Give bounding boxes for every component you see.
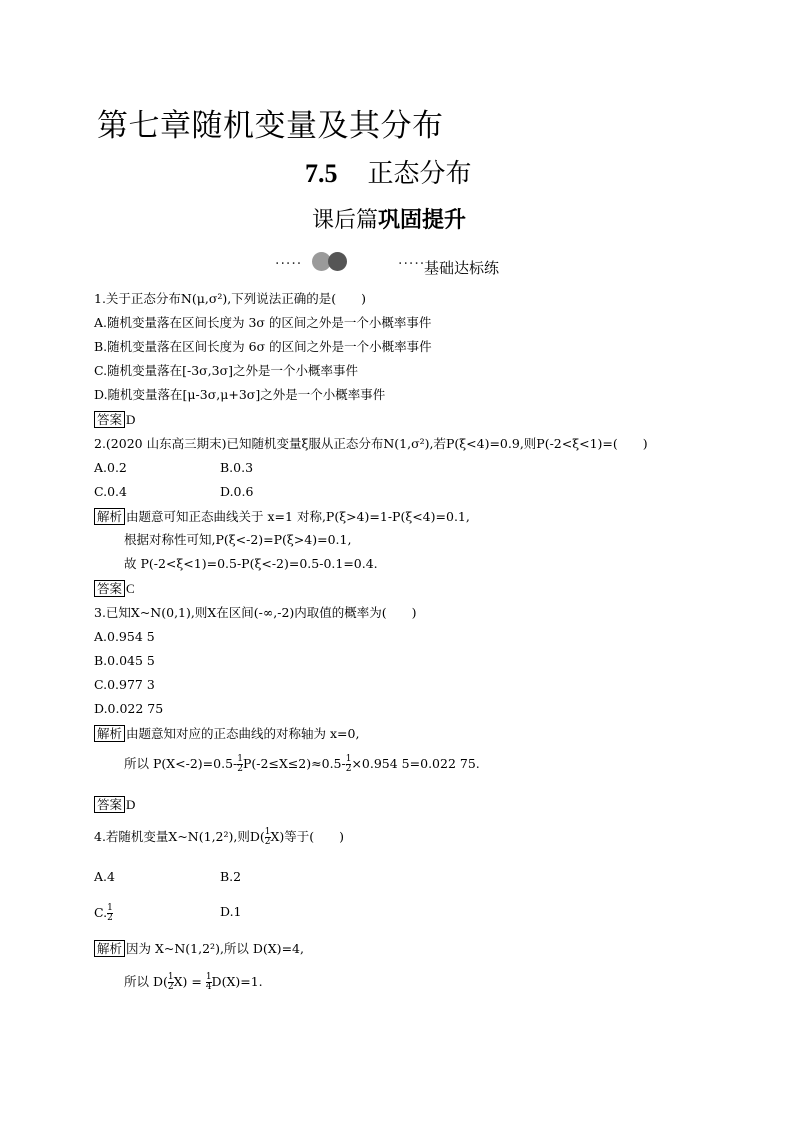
chapter-title: 第七章随机变量及其分布: [97, 108, 444, 144]
q2-option-a: A.0.2: [94, 460, 127, 475]
q3-option-b: B.0.045 5: [94, 653, 155, 668]
q3-analysis-2: [124, 755, 480, 774]
fraction-numerator: 1: [345, 754, 352, 764]
q1-option-b: B.随机变量落在区间长度为 6σ 的区间之外是一个小概率事件: [94, 339, 432, 354]
q2-option-b: B.0.3: [220, 460, 254, 475]
fraction-denominator: 2: [264, 837, 271, 847]
answer-tag: 答案: [94, 580, 125, 597]
q4-stem-text: 等于( ): [284, 829, 345, 844]
q3-analysis-text: 由题意知对应的正态曲线的对称轴为 x=0,: [126, 726, 360, 741]
q2-stem: 2.(2020 山东高三期末)已知随机变量ξ服从正态分布N(1,σ²),若P(ξ<4)=0.9,则P(-2<ξ<1)=( ): [94, 436, 648, 451]
answer-tag: 答案: [94, 411, 125, 428]
fraction-denominator: 2: [167, 982, 174, 992]
analysis-tag: 解析: [94, 940, 125, 957]
fraction-denominator: 2: [345, 764, 352, 774]
q4-stem: [94, 828, 344, 847]
q4-analysis-part: 所以 D(: [124, 974, 168, 989]
q4-option-a: A.4: [94, 869, 115, 884]
q2-analysis-1: [94, 508, 470, 525]
fraction-denominator: 2: [237, 764, 243, 774]
q3-option-c: C.0.977 3: [94, 677, 155, 692]
q1-stem: 1.关于正态分布N(μ,σ²),下列说法正确的是( ): [94, 291, 366, 306]
q4-option-d: D.1: [220, 904, 242, 919]
q4-stem-text: 4.若随机变量X~N(1,2²),则: [94, 829, 250, 844]
analysis-tag: 解析: [94, 725, 125, 742]
q3-analysis-part: ×0.954 5=0.022 75.: [351, 756, 480, 771]
q3-answer: [94, 796, 135, 813]
q3-analysis-part: P(-2≤X≤2)≈0.5-: [243, 756, 346, 771]
q2-options-row-2: [94, 484, 394, 500]
q2-analysis-3: 故 P(-2<ξ<1)=0.5-P(ξ<-2)=0.5-0.1=0.4.: [124, 556, 378, 571]
q4-analysis-part: D(X)=1.: [211, 974, 263, 989]
fraction-denominator: 2: [107, 913, 113, 923]
q1-option-d: D.随机变量落在[μ-3σ,μ+3σ]之外是一个小概率事件: [94, 387, 386, 402]
q3-analysis-1: [94, 725, 359, 742]
fraction-denominator: 4: [205, 982, 212, 992]
section-number: 7.5: [305, 159, 338, 188]
q1-answer-value: D: [126, 412, 136, 427]
q1-answer: [94, 411, 135, 428]
q4-options-row-2: [94, 904, 394, 923]
banner-dots-left: ·····: [275, 256, 303, 272]
q4-expr: D(: [249, 829, 265, 844]
q3-answer-value: D: [126, 797, 136, 812]
q2-analysis-text: 由题意可知正态曲线关于 x=1 对称,P(ξ>4)=1-P(ξ<4)=0.1,: [126, 509, 470, 524]
q4-analysis-1: [94, 940, 304, 957]
q2-answer-value: C: [126, 581, 135, 596]
q3-analysis-part: 所以 P(X<-2)=0.5-: [124, 756, 238, 771]
section-name: 正态分布: [367, 159, 472, 189]
fraction: [107, 904, 113, 923]
q2-option-c: C.0.4: [94, 484, 127, 499]
subtitle-normal: 课后篇: [312, 208, 379, 233]
section-heading: [305, 153, 472, 190]
q2-options-row-1: [94, 460, 394, 476]
q1-option-c: C.随机变量落在[-3σ,3σ]之外是一个小概率事件: [94, 363, 359, 378]
q4-option-b: B.2: [220, 869, 242, 884]
subtitle-bold: 巩固提升: [378, 208, 467, 233]
fraction-numerator: 1: [107, 903, 113, 913]
q2-option-d: D.0.6: [220, 484, 254, 499]
q4-options-row-1: [94, 869, 394, 885]
fraction-numerator: 1: [205, 972, 212, 982]
q4-analysis-2: [124, 973, 263, 992]
q4-expr: X): [270, 829, 285, 844]
q4-option-c: C.: [94, 905, 108, 920]
banner-circle-icon: [328, 252, 347, 271]
q2-analysis-2: 根据对称性可知,P(ξ<-2)=P(ξ>4)=0.1,: [124, 532, 352, 547]
banner-dots-right: ·····: [398, 256, 426, 272]
q3-stem: 3.已知X~N(0,1),则X在区间(-∞,-2)内取值的概率为( ): [94, 605, 417, 620]
analysis-tag: 解析: [94, 508, 125, 525]
q3-option-d: D.0.022 75: [94, 701, 164, 716]
fraction-numerator: 1: [237, 754, 243, 764]
q2-answer: [94, 580, 135, 597]
banner-text: 基础达标练: [424, 259, 500, 277]
subtitle: [312, 203, 466, 234]
q4-analysis-part: X) =: [173, 974, 206, 989]
q4-analysis-text: 因为 X~N(1,2²),所以 D(X)=4,: [126, 941, 304, 956]
answer-tag: 答案: [94, 796, 125, 813]
q1-option-a: A.随机变量落在区间长度为 3σ 的区间之外是一个小概率事件: [94, 315, 432, 330]
q3-option-a: A.0.954 5: [94, 629, 155, 644]
fraction-numerator: 1: [264, 827, 271, 837]
fraction-numerator: 1: [167, 972, 174, 982]
